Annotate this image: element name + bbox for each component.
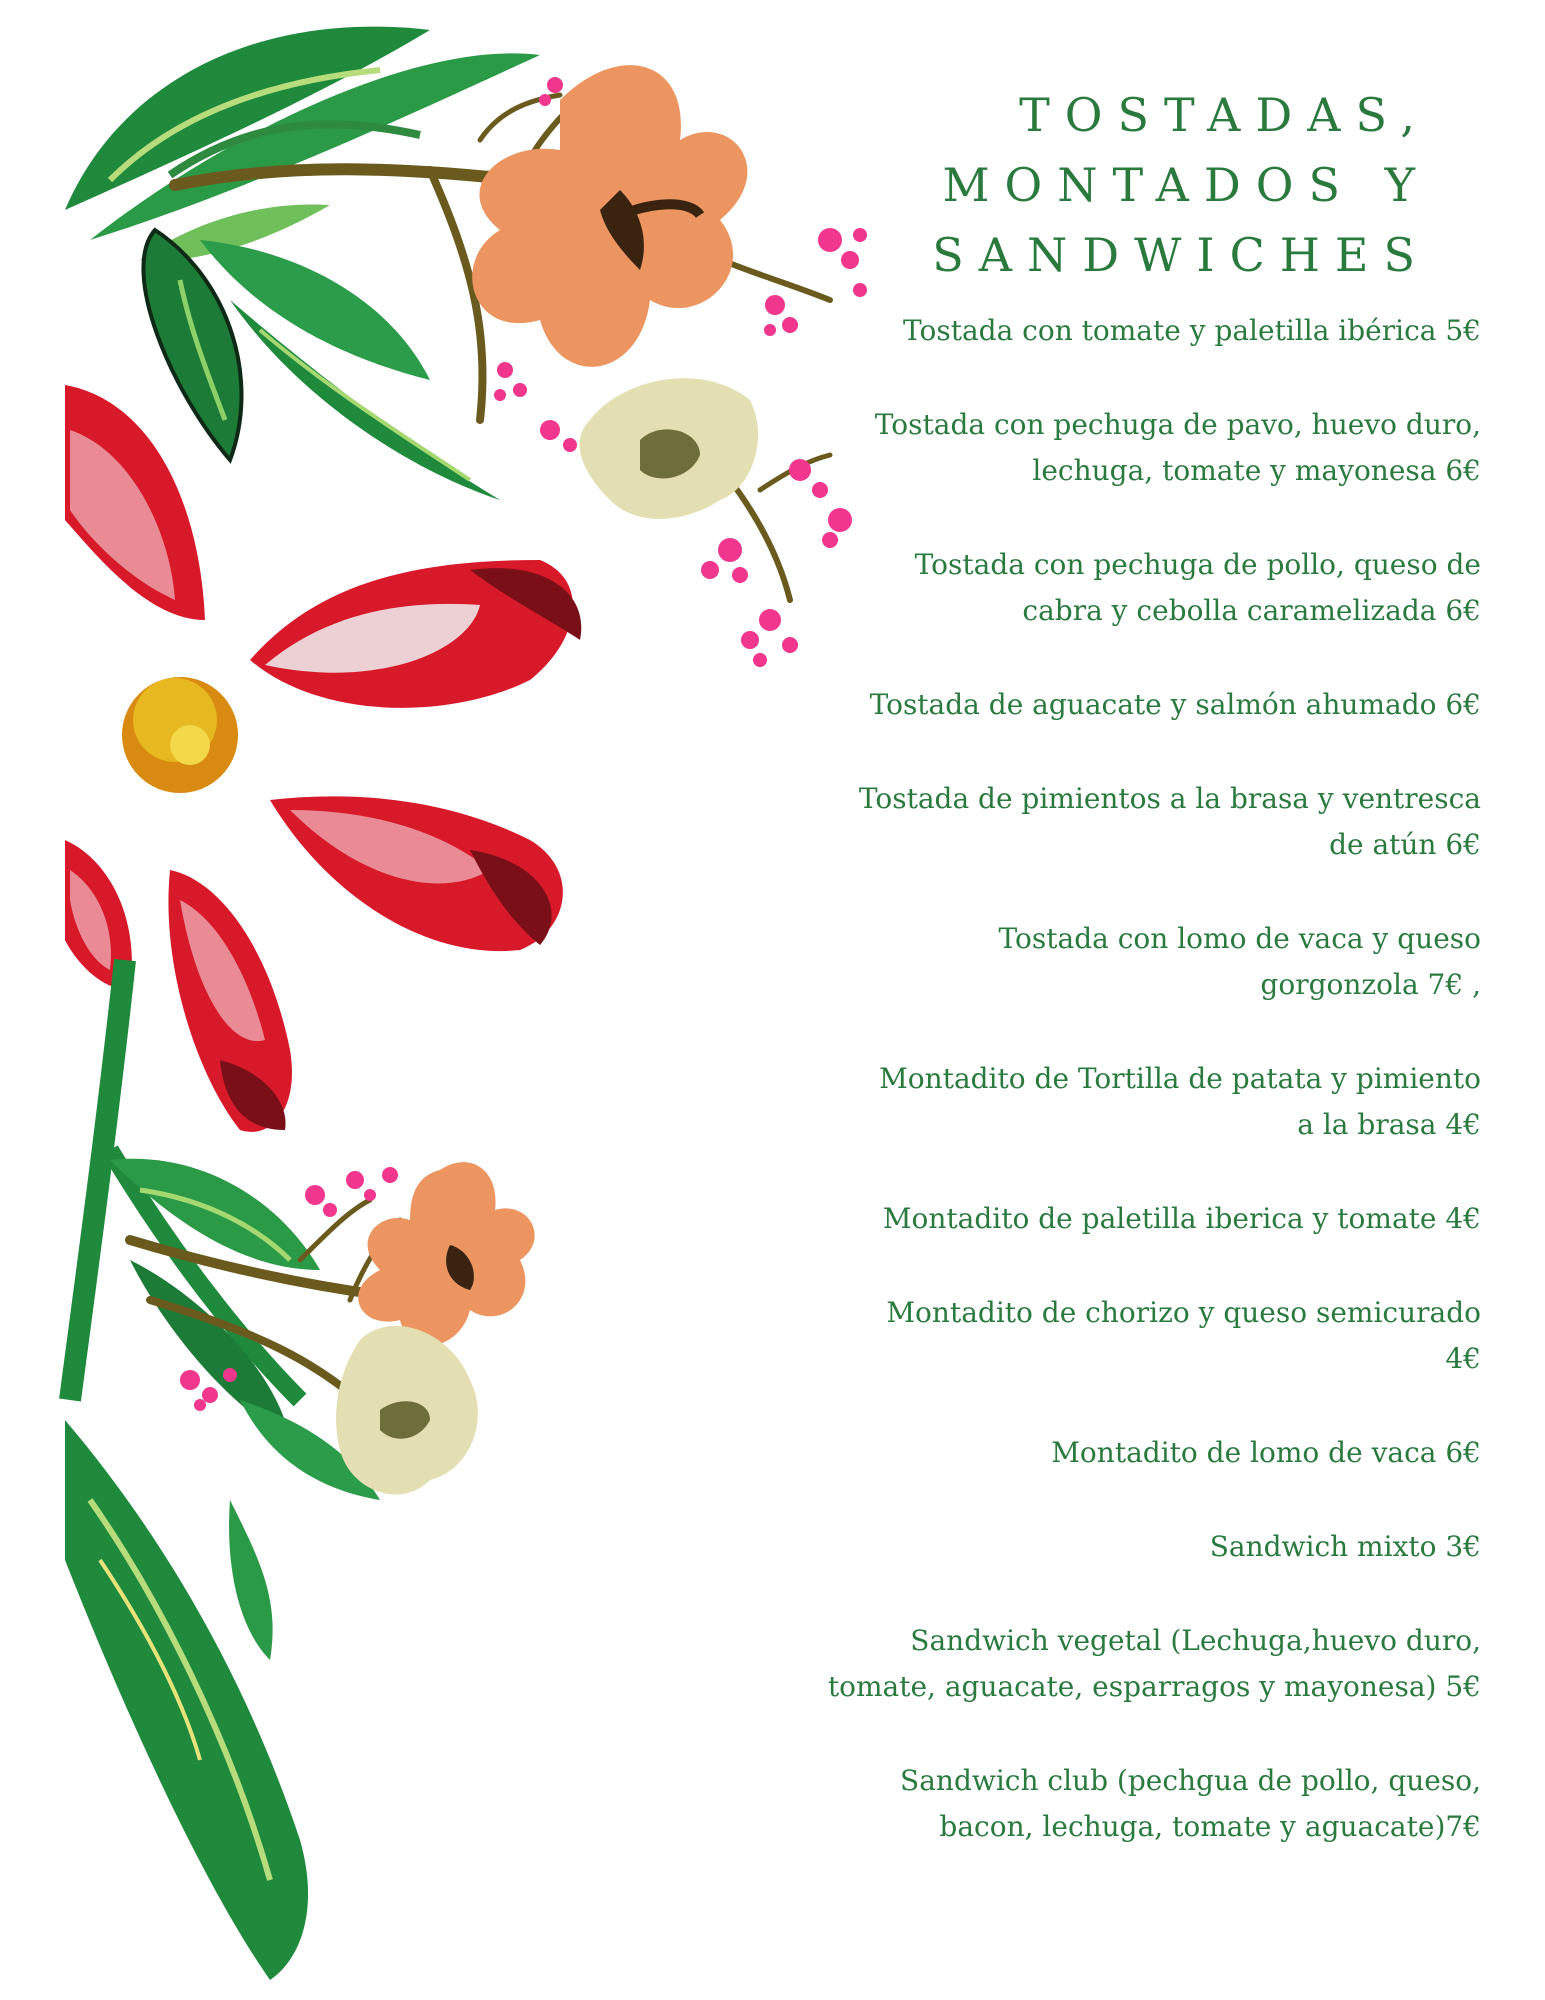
menu-title-line: MONTADOS Y [942, 158, 1430, 212]
menu-item [821, 1758, 1481, 1850]
menu-item [821, 308, 1481, 354]
orange-flower-bottom [358, 1162, 534, 1345]
menu-item-line: Montadito de chorizo y queso semicurado [886, 1296, 1481, 1329]
menu-title [710, 80, 1430, 290]
menu-item [821, 1618, 1481, 1710]
menu-item-line: Montadito de lomo de vaca 6€ [1051, 1436, 1481, 1469]
menu-item [821, 402, 1481, 494]
menu-title-line: TOSTADAS, [1019, 88, 1430, 142]
menu-item-line: lechuga, tomate y mayonesa 6€ [1032, 454, 1481, 487]
menu-item-line: Sandwich mixto 3€ [1209, 1530, 1481, 1563]
menu-item [821, 776, 1481, 868]
menu-item [821, 1524, 1481, 1570]
menu-title-line: SANDWICHES [932, 228, 1430, 282]
menu-item-line: de atún 6€ [1329, 828, 1481, 861]
cream-flower-top [580, 378, 758, 519]
menu-item [821, 542, 1481, 634]
menu-item-line: Tostada de aguacate y salmón ahumado 6€ [869, 688, 1481, 721]
menu-item [821, 682, 1481, 728]
menu-item-line: Tostada de pimientos a la brasa y ventresca [858, 782, 1481, 815]
menu-item-line: Montadito de paletilla iberica y tomate 4€ [882, 1202, 1481, 1235]
menu-item [821, 1056, 1481, 1148]
red-flower [65, 385, 581, 1132]
menu-item-line: Sandwich club (pechgua de pollo, queso, [900, 1764, 1481, 1797]
menu-item-line: Tostada con tomate y paletilla ibérica 5€ [902, 314, 1481, 347]
menu-list [821, 308, 1481, 1898]
cream-flower-bottom [336, 1326, 478, 1495]
menu-item [821, 1430, 1481, 1476]
lower-leaves [65, 960, 380, 1980]
menu-item-line: bacon, lechuga, tomate y aguacate)7€ [939, 1810, 1481, 1843]
menu-item-line: 4€ [1445, 1342, 1481, 1375]
menu-item-line: tomate, aguacate, esparragos y mayonesa) 5€ [827, 1670, 1481, 1703]
menu-item-line: Tostada con pechuga de pollo, queso de [914, 548, 1481, 581]
menu-item-line: a la brasa 4€ [1297, 1108, 1481, 1141]
menu-item [821, 1196, 1481, 1242]
menu-item-line: Tostada con pechuga de pavo, huevo duro, [874, 408, 1481, 441]
menu-item-line: Tostada con lomo de vaca y queso [998, 922, 1481, 955]
menu-item [821, 916, 1481, 1008]
menu-item-line: cabra y cebolla caramelizada 6€ [1022, 594, 1481, 627]
menu-item-line: Sandwich vegetal (Lechuga,huevo duro, [910, 1624, 1481, 1657]
menu-item [821, 1290, 1481, 1382]
menu-item-line: gorgonzola 7€ , [1260, 968, 1481, 1001]
menu-item-line: Montadito de Tortilla de patata y pimiento [879, 1062, 1481, 1095]
